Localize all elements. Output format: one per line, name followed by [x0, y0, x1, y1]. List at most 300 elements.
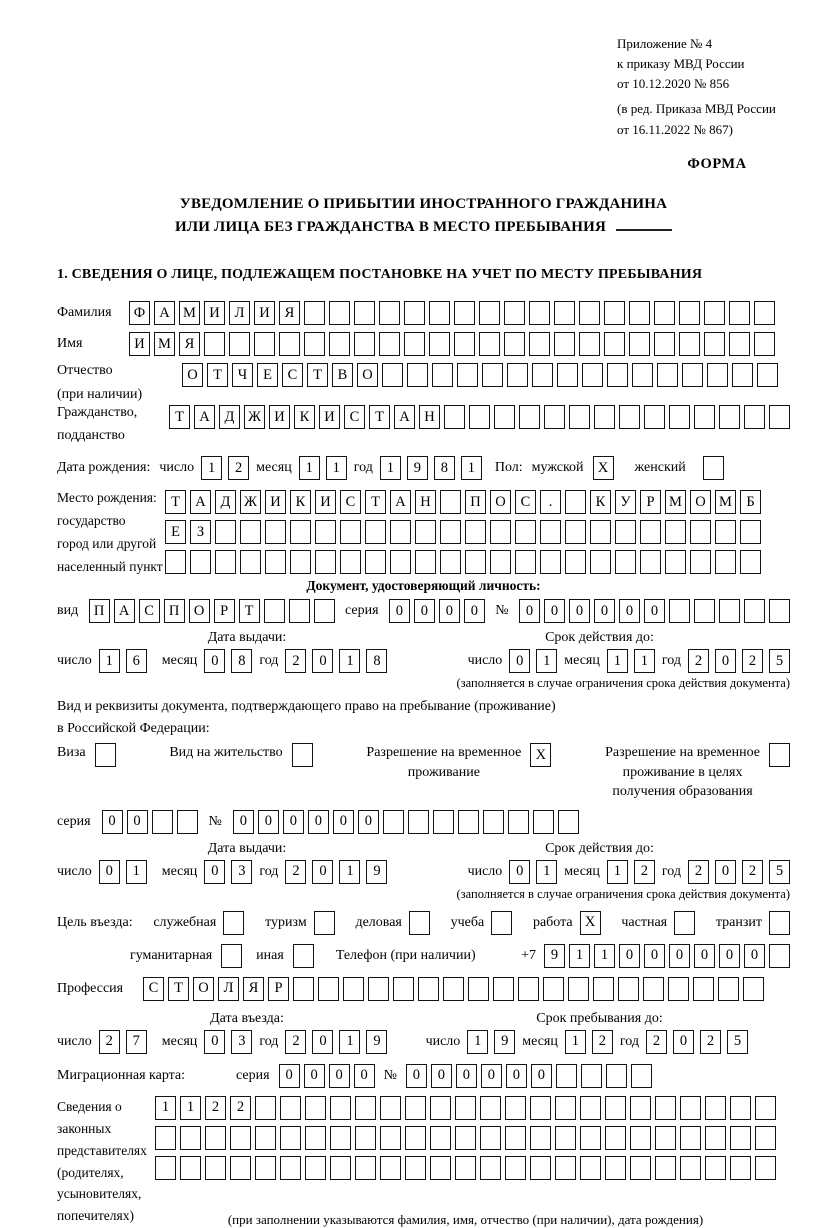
cell: X — [580, 911, 601, 935]
cell — [205, 1126, 226, 1150]
cell: О — [193, 977, 214, 1001]
cell: 0 — [279, 1064, 300, 1088]
cell — [674, 911, 695, 935]
birthplace-row3-cells — [165, 550, 761, 574]
cell: А — [194, 405, 215, 429]
cell — [458, 810, 479, 834]
cell — [491, 911, 512, 935]
purpose-tourism-checkbox — [314, 911, 335, 935]
cell — [380, 1126, 401, 1150]
cell — [505, 1156, 526, 1180]
cell — [223, 911, 244, 935]
iddoc-number-cells — [519, 599, 790, 623]
cell: А — [394, 405, 415, 429]
edu-permit-label — [605, 743, 760, 802]
patronymic-label: Отчество — [57, 363, 113, 379]
cell — [643, 977, 664, 1001]
iddoc-issue-heading: Дата выдачи: — [207, 630, 287, 646]
cell: 1 — [155, 1096, 176, 1120]
cell — [280, 1096, 301, 1120]
cell — [304, 332, 325, 356]
cell: Н — [419, 405, 440, 429]
cell: Т — [365, 490, 386, 514]
cell: 9 — [407, 456, 428, 480]
cell — [280, 1126, 301, 1150]
cell: 2 — [688, 649, 709, 673]
cell — [754, 332, 775, 356]
citizenship-cells — [169, 405, 790, 429]
cell — [580, 1126, 601, 1150]
staydoc-expiry-month — [607, 860, 655, 884]
cell: 2 — [742, 860, 763, 884]
cell: 1 — [339, 860, 360, 884]
iddoc-expiry-year — [688, 649, 790, 673]
cell — [718, 977, 739, 1001]
cell — [440, 550, 461, 574]
staydoc-issue-month — [204, 860, 252, 884]
cell: . — [540, 490, 561, 514]
cell — [383, 810, 404, 834]
visa-option — [57, 743, 116, 767]
month-label: месяц — [522, 1033, 558, 1049]
cell — [465, 520, 486, 544]
stay-until-heading: Срок пребывания до: — [536, 1010, 663, 1026]
cell — [215, 520, 236, 544]
cell — [440, 490, 461, 514]
representatives-cell-rows — [155, 1096, 776, 1228]
purpose-tourism — [265, 911, 335, 935]
birthplace-label4: населенный пункт — [57, 559, 163, 575]
cell — [440, 520, 461, 544]
stay-until-month — [565, 1030, 613, 1054]
stay-until-group — [426, 1030, 748, 1054]
cell — [455, 1126, 476, 1150]
cell — [707, 363, 728, 387]
cell: 1 — [607, 649, 628, 673]
purpose-private-label: частная — [621, 914, 668, 930]
cell — [594, 405, 615, 429]
cell: 9 — [366, 1030, 387, 1054]
cell: 8 — [434, 456, 455, 480]
cell — [290, 550, 311, 574]
cell — [530, 1156, 551, 1180]
edu-permit-checkbox — [769, 743, 790, 767]
cell — [152, 810, 173, 834]
entry-date-day — [99, 1030, 147, 1054]
cell — [668, 977, 689, 1001]
purpose-other — [256, 944, 314, 968]
cell — [556, 1064, 577, 1088]
cell — [565, 490, 586, 514]
stay-until-year — [646, 1030, 748, 1054]
appendix-reference-block — [617, 34, 817, 140]
purpose-official-label: служебная — [153, 914, 217, 930]
cell — [305, 1156, 326, 1180]
cell — [504, 332, 525, 356]
cell — [215, 550, 236, 574]
firstname-cells — [129, 332, 775, 356]
cell — [240, 550, 261, 574]
cell — [680, 1096, 701, 1120]
cell — [443, 977, 464, 1001]
iddoc-issue-day — [99, 649, 147, 673]
cell: 0 — [644, 944, 665, 968]
cell: 2 — [285, 649, 306, 673]
cell — [740, 520, 761, 544]
cell: Р — [268, 977, 289, 1001]
iddoc-heading: Документ, удостоверяющий личность: — [306, 578, 541, 594]
cell — [605, 1156, 626, 1180]
cell — [615, 550, 636, 574]
cell: Т — [168, 977, 189, 1001]
purpose-transit-label: транзит — [715, 914, 762, 930]
cell — [177, 810, 198, 834]
cell: З — [190, 520, 211, 544]
cell — [407, 363, 428, 387]
staydoc-number-cells — [233, 810, 579, 834]
cell: 0 — [673, 1030, 694, 1054]
cell — [654, 301, 675, 325]
form-label: ФОРМА — [687, 155, 747, 172]
cell: 1 — [634, 649, 655, 673]
day-label: число — [425, 1033, 461, 1049]
cell — [429, 332, 450, 356]
cell — [705, 1156, 726, 1180]
day-label: число — [159, 460, 195, 476]
cell — [690, 550, 711, 574]
citizenship-row — [57, 405, 790, 444]
iddoc-expiry-day — [509, 649, 557, 673]
cell: X — [530, 743, 551, 767]
staydoc-issue-day — [99, 860, 147, 884]
birthplace-label3: город или другой — [57, 536, 157, 552]
cell — [555, 1126, 576, 1150]
profession-row — [57, 977, 790, 1001]
cell — [404, 301, 425, 325]
cell: О — [357, 363, 378, 387]
cell — [314, 599, 335, 623]
cell — [379, 301, 400, 325]
sex-female-checkbox — [703, 456, 724, 480]
cell — [704, 332, 725, 356]
cell: 0 — [464, 599, 485, 623]
iddoc-expiry-group — [468, 649, 790, 673]
cell — [769, 944, 790, 968]
cell: Т — [165, 490, 186, 514]
iddoc-series-label: серия — [344, 603, 379, 619]
cell — [180, 1126, 201, 1150]
cell: В — [332, 363, 353, 387]
cell — [365, 520, 386, 544]
profession-cells — [143, 977, 764, 1001]
cell: К — [590, 490, 611, 514]
cell: 0 — [258, 810, 279, 834]
cell — [329, 301, 350, 325]
representatives-label-line: Сведения о — [57, 1098, 122, 1114]
cell — [315, 550, 336, 574]
cell — [315, 520, 336, 544]
cell: М — [179, 301, 200, 325]
cell — [380, 1096, 401, 1120]
cell: 0 — [312, 1030, 333, 1054]
cell — [355, 1096, 376, 1120]
purpose-work-checkbox — [580, 911, 601, 935]
cell — [605, 1096, 626, 1120]
cell: Е — [257, 363, 278, 387]
residence-permit-label: Вид на жительство — [169, 745, 283, 761]
month-label: месяц — [161, 1033, 198, 1049]
visa-checkbox — [95, 743, 116, 767]
cell: 5 — [769, 649, 790, 673]
cell — [415, 520, 436, 544]
cell — [669, 405, 690, 429]
cell — [505, 1096, 526, 1120]
cell: 0 — [744, 944, 765, 968]
migration-card-label: Миграционная карта: — [57, 1067, 186, 1083]
cell: Р — [640, 490, 661, 514]
birthdate-year-cells — [380, 456, 482, 480]
cell — [155, 1156, 176, 1180]
cell — [354, 301, 375, 325]
staydoc-expiry-group — [468, 860, 790, 884]
cell — [429, 301, 450, 325]
cell: Ф — [129, 301, 150, 325]
residence-permit-option — [169, 743, 312, 767]
cell — [640, 520, 661, 544]
month-label: месяц — [161, 653, 198, 669]
iddoc-issue-year — [285, 649, 387, 673]
cell — [444, 405, 465, 429]
cell: 0 — [312, 649, 333, 673]
purpose-official-checkbox — [223, 911, 244, 935]
cell: С — [143, 977, 164, 1001]
cell: Я — [179, 332, 200, 356]
entry-date-group — [57, 1030, 387, 1054]
cell — [715, 550, 736, 574]
cell — [730, 1126, 751, 1150]
purpose-private — [621, 911, 695, 935]
cell: 0 — [619, 944, 640, 968]
cell — [479, 301, 500, 325]
cell: И — [254, 301, 275, 325]
cell: О — [189, 599, 210, 623]
cell — [469, 405, 490, 429]
entry-dates-row — [57, 1030, 790, 1054]
cell — [455, 1156, 476, 1180]
representatives-row1-cells — [155, 1096, 776, 1120]
cell: Т — [239, 599, 260, 623]
birthplace-row2-cells — [165, 520, 761, 544]
purpose-study — [451, 911, 513, 935]
cell — [480, 1096, 501, 1120]
iddoc-dates-row — [57, 649, 790, 673]
cell — [480, 1126, 501, 1150]
cell: 1 — [326, 456, 347, 480]
cell — [355, 1156, 376, 1180]
cell: А — [114, 599, 135, 623]
phone-label: Телефон (при наличии) — [335, 947, 476, 963]
cell — [343, 977, 364, 1001]
cell — [555, 1096, 576, 1120]
migration-card-number-cells — [406, 1064, 652, 1088]
cell: 1 — [126, 860, 147, 884]
cell — [679, 332, 700, 356]
cell: Я — [279, 301, 300, 325]
birthplace-cell-rows — [165, 490, 761, 574]
entry-date-year — [285, 1030, 387, 1054]
cell: Ч — [232, 363, 253, 387]
cell — [744, 405, 765, 429]
purpose-work-label: работа — [532, 914, 573, 930]
cell: Т — [369, 405, 390, 429]
cell — [454, 332, 475, 356]
visa-label: Виза — [57, 745, 86, 761]
cell — [605, 1126, 626, 1150]
cell: И — [315, 490, 336, 514]
year-label: год — [661, 863, 681, 879]
cell — [543, 977, 564, 1001]
amendment-date-line: от 16.11.2022 № 867) — [617, 121, 734, 137]
patronymic-row — [57, 363, 790, 403]
cell — [468, 977, 489, 1001]
cell — [630, 1126, 651, 1150]
cell: Ж — [244, 405, 265, 429]
cell — [580, 1096, 601, 1120]
purpose-row — [57, 911, 790, 935]
purpose-study-checkbox — [491, 911, 512, 935]
cell: М — [715, 490, 736, 514]
cell — [519, 405, 540, 429]
cell — [255, 1096, 276, 1120]
cell: К — [294, 405, 315, 429]
cell — [205, 1156, 226, 1180]
cell: 7 — [126, 1030, 147, 1054]
representatives-label-line: представителях — [57, 1142, 147, 1158]
cell — [305, 1096, 326, 1120]
cell — [355, 1126, 376, 1150]
cell: Р — [214, 599, 235, 623]
cell — [655, 1156, 676, 1180]
purpose-private-checkbox — [674, 911, 695, 935]
title-line2-wrap — [57, 216, 790, 239]
iddoc-number-label: № — [495, 603, 509, 619]
cell — [755, 1096, 776, 1120]
cell — [640, 550, 661, 574]
order-date-line: от 10.12.2020 № 856 — [617, 76, 730, 92]
cell: 1 — [569, 944, 590, 968]
cell: 2 — [285, 860, 306, 884]
cell: 0 — [304, 1064, 325, 1088]
cell — [569, 405, 590, 429]
cell: 0 — [233, 810, 254, 834]
cell: 0 — [439, 599, 460, 623]
cell: Л — [229, 301, 250, 325]
staydoc-line2: в Российской Федерации: — [57, 721, 210, 737]
cell — [505, 1126, 526, 1150]
cell: 5 — [727, 1030, 748, 1054]
order-line: к приказу МВД России — [617, 56, 745, 72]
temp-permit-label-line2: проживание — [407, 764, 480, 780]
month-label: месяц — [564, 863, 600, 879]
stay-until-day — [467, 1030, 515, 1054]
cell — [318, 977, 339, 1001]
birthdate-label: Дата рождения: — [57, 460, 151, 476]
representatives-label-line: усыновителях, — [57, 1186, 142, 1202]
representatives-label-line: попечителях) — [57, 1208, 134, 1224]
cell: 0 — [308, 810, 329, 834]
cell — [703, 456, 724, 480]
cell — [565, 520, 586, 544]
cell: 0 — [481, 1064, 502, 1088]
cell — [629, 301, 650, 325]
cell: 2 — [688, 860, 709, 884]
cell: 2 — [228, 456, 249, 480]
cell: 1 — [461, 456, 482, 480]
cell — [507, 363, 528, 387]
cell — [630, 1156, 651, 1180]
cell: М — [154, 332, 175, 356]
cell — [408, 810, 429, 834]
cell: 1 — [99, 649, 120, 673]
cell — [405, 1096, 426, 1120]
cell — [540, 520, 561, 544]
representatives-note: (при заполнении указываются фамилия, имя, отчество (при наличии), дата рождения) — [227, 1211, 704, 1227]
cell: 1 — [536, 649, 557, 673]
day-label: число — [57, 653, 92, 669]
cell: 2 — [285, 1030, 306, 1054]
cell — [544, 405, 565, 429]
cell: 0 — [715, 860, 736, 884]
staydoc-expiry-heading: Срок действия до: — [545, 840, 654, 856]
purpose-humanitarian — [130, 944, 242, 968]
cell — [705, 1126, 726, 1150]
iddoc-kind-cells — [89, 599, 335, 623]
sex-male-label: мужской — [531, 460, 584, 476]
purpose-other-checkbox — [293, 944, 314, 968]
staydoc-issue-year — [285, 860, 387, 884]
cell: С — [340, 490, 361, 514]
cell — [744, 599, 765, 623]
staydoc-number-label: № — [208, 813, 222, 829]
cell — [729, 332, 750, 356]
cell — [480, 1156, 501, 1180]
purpose-row2 — [57, 944, 790, 968]
cell: 3 — [231, 860, 252, 884]
cell: 1 — [594, 944, 615, 968]
cell — [694, 599, 715, 623]
surname-label: Фамилия — [57, 305, 112, 321]
birthdate-row — [57, 456, 790, 480]
cell — [340, 520, 361, 544]
cell: С — [282, 363, 303, 387]
title-line2: ИЛИ ЛИЦА БЕЗ ГРАЖДАНСТВА В МЕСТО ПРЕБЫВАНИЯ — [175, 218, 606, 235]
cell: О — [490, 490, 511, 514]
cell: 9 — [494, 1030, 515, 1054]
cell: 1 — [607, 860, 628, 884]
cell: 0 — [569, 599, 590, 623]
cell — [590, 520, 611, 544]
cell — [280, 1156, 301, 1180]
cell: 8 — [231, 649, 252, 673]
year-label: год — [353, 460, 373, 476]
cell — [405, 1156, 426, 1180]
cell — [293, 977, 314, 1001]
cell: Я — [243, 977, 264, 1001]
cell: Т — [207, 363, 228, 387]
cell: 0 — [694, 944, 715, 968]
cell — [629, 332, 650, 356]
cell — [330, 1126, 351, 1150]
